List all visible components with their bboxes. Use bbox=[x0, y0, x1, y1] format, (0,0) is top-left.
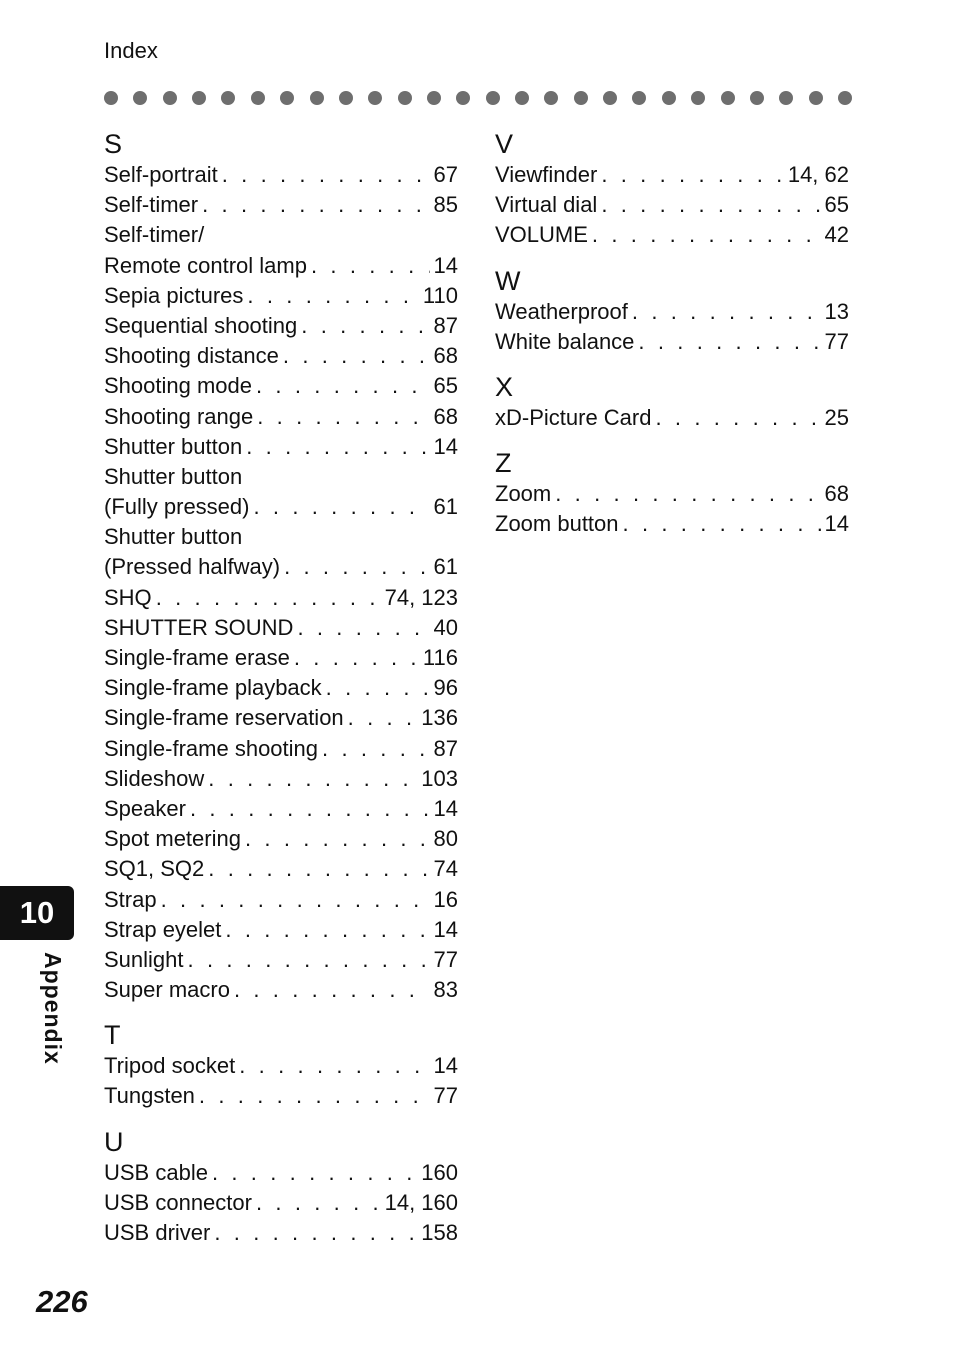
divider-dot bbox=[603, 91, 617, 105]
entry-term: Shooting distance bbox=[104, 343, 279, 369]
index-entry bbox=[104, 432, 458, 462]
entry-term: Shutter button bbox=[104, 463, 243, 489]
index-column-right bbox=[495, 126, 849, 552]
entry-term: USB connector bbox=[104, 1189, 252, 1215]
entry-term: Self-timer/ bbox=[104, 222, 205, 248]
dot-leader bbox=[632, 297, 821, 327]
entry-pages: 65 bbox=[433, 373, 458, 399]
index-section bbox=[104, 126, 458, 1005]
divider-dot bbox=[544, 91, 558, 105]
index-section bbox=[104, 1017, 458, 1111]
entry-term: Self-timer bbox=[104, 192, 199, 218]
entry-pages: 87 bbox=[433, 735, 458, 761]
entry-term: Shutter button bbox=[104, 524, 243, 550]
divider-dot bbox=[398, 91, 412, 105]
index-entry bbox=[104, 251, 458, 281]
entry-pages: 77 bbox=[433, 1083, 458, 1109]
chapter-tab bbox=[0, 886, 74, 940]
entry-pages: 68 bbox=[824, 481, 849, 507]
entry-pages: 74 bbox=[433, 856, 458, 882]
dot-leader bbox=[156, 583, 381, 613]
index-entry bbox=[104, 1051, 458, 1081]
entry-pages: 14 bbox=[433, 1053, 458, 1079]
index-entry bbox=[104, 552, 458, 582]
entry-term: (Pressed halfway) bbox=[104, 554, 281, 580]
index-entry bbox=[104, 854, 458, 884]
entry-pages: 40 bbox=[433, 614, 458, 640]
index-entry bbox=[104, 522, 458, 552]
dot-leader bbox=[601, 190, 820, 220]
entry-pages: 65 bbox=[824, 192, 849, 218]
dot-leader bbox=[301, 311, 429, 341]
index-entry bbox=[495, 160, 849, 190]
entry-pages: 25 bbox=[824, 404, 849, 430]
dot-leader bbox=[161, 885, 430, 915]
entry-pages: 14 bbox=[433, 433, 458, 459]
entry-term: xD-Picture Card bbox=[495, 404, 652, 430]
dot-leader bbox=[199, 1081, 430, 1111]
entry-term: Spot metering bbox=[104, 826, 241, 852]
entry-pages: 103 bbox=[421, 765, 458, 791]
dot-leader bbox=[208, 854, 429, 884]
index-entry bbox=[104, 613, 458, 643]
section-letter: S bbox=[104, 129, 123, 159]
dot-leader bbox=[257, 402, 429, 432]
entry-term: Single-frame erase bbox=[104, 645, 290, 670]
index-entry bbox=[104, 1081, 458, 1111]
entry-pages: 42 bbox=[824, 222, 849, 248]
index-column-left bbox=[104, 126, 458, 1260]
divider-dot bbox=[427, 91, 441, 105]
entry-term: Tripod socket bbox=[104, 1053, 236, 1079]
dot-leader bbox=[212, 1158, 417, 1188]
index-entry bbox=[104, 703, 458, 733]
entry-term: SQ1, SQ2 bbox=[104, 856, 205, 882]
index-entry bbox=[104, 794, 458, 824]
dot-leader bbox=[326, 673, 430, 703]
entry-pages: 14 bbox=[433, 795, 458, 821]
divider-dot bbox=[368, 91, 382, 105]
index-entry bbox=[104, 824, 458, 854]
dot-leader bbox=[188, 945, 430, 975]
index-entry bbox=[104, 462, 458, 492]
entry-pages: 158 bbox=[421, 1220, 458, 1245]
entry-pages: 83 bbox=[433, 977, 458, 1003]
index-entry bbox=[495, 479, 849, 509]
entry-pages: 116 bbox=[422, 645, 458, 670]
entry-pages: 67 bbox=[433, 162, 458, 187]
index-entry bbox=[495, 297, 849, 327]
index-entry bbox=[104, 402, 458, 432]
page-header-title: Index bbox=[104, 38, 158, 63]
entry-term: SHUTTER SOUND bbox=[104, 614, 294, 640]
dot-leader bbox=[222, 160, 430, 190]
dot-leader bbox=[623, 509, 821, 539]
entry-pages: 96 bbox=[433, 675, 458, 701]
entry-term: White balance bbox=[495, 328, 635, 354]
chapter-label: Appendix bbox=[40, 952, 66, 1065]
divider-dot bbox=[456, 91, 470, 105]
dot-leader bbox=[253, 492, 429, 522]
entry-term: Shooting mode bbox=[104, 373, 252, 399]
index-entry bbox=[104, 1188, 458, 1218]
dot-leader bbox=[348, 703, 418, 733]
entry-term: Strap eyelet bbox=[104, 916, 222, 942]
entry-pages: 136 bbox=[421, 705, 458, 731]
section-letter: U bbox=[104, 1126, 124, 1157]
index-entry bbox=[104, 492, 458, 522]
dot-leader bbox=[322, 734, 430, 764]
section-letter: X bbox=[495, 371, 514, 402]
divider-dot bbox=[486, 91, 500, 105]
dot-leader bbox=[239, 1051, 429, 1081]
dot-leader bbox=[246, 432, 429, 462]
divider-dot bbox=[809, 91, 823, 105]
index-entry bbox=[104, 583, 458, 613]
divider-dot bbox=[192, 91, 206, 105]
divider-dot bbox=[632, 91, 646, 105]
entry-term: Zoom button bbox=[495, 511, 619, 537]
index-section bbox=[495, 445, 849, 539]
entry-term: Slideshow bbox=[104, 765, 205, 791]
entry-pages: 85 bbox=[433, 192, 458, 218]
entry-pages: 61 bbox=[433, 554, 458, 580]
entry-term: Shutter button bbox=[104, 433, 243, 459]
divider-dot bbox=[721, 91, 735, 105]
entry-term: (Fully pressed) bbox=[104, 494, 250, 520]
index-entry bbox=[104, 281, 458, 311]
entry-pages: 14 bbox=[824, 511, 849, 537]
index-entry bbox=[104, 220, 458, 250]
dot-leader bbox=[638, 327, 820, 357]
dot-leader bbox=[655, 403, 820, 433]
entry-term: USB cable bbox=[104, 1159, 208, 1185]
dot-leader bbox=[256, 1188, 381, 1218]
entry-term: USB driver bbox=[104, 1220, 211, 1245]
index-section bbox=[495, 263, 849, 357]
entry-term: Shooting range bbox=[104, 403, 254, 429]
entry-term: Single-frame reservation bbox=[104, 705, 344, 731]
dot-leader bbox=[208, 764, 417, 794]
entry-pages: 14 bbox=[433, 916, 458, 942]
entry-pages: 77 bbox=[433, 946, 458, 972]
entry-pages: 68 bbox=[433, 403, 458, 429]
index-entry bbox=[104, 371, 458, 401]
dot-leader bbox=[256, 371, 430, 401]
divider-dot bbox=[280, 91, 294, 105]
index-section bbox=[104, 1124, 458, 1249]
divider-dot bbox=[221, 91, 235, 105]
divider-dot bbox=[691, 91, 705, 105]
entry-pages: 77 bbox=[824, 328, 849, 354]
dot-leader bbox=[297, 613, 429, 643]
divider-dot bbox=[339, 91, 353, 105]
divider-dot bbox=[515, 91, 529, 105]
divider-dot bbox=[104, 91, 118, 105]
dot-leader bbox=[245, 824, 430, 854]
index-entry bbox=[104, 341, 458, 371]
dot-leader bbox=[592, 220, 821, 250]
divider-dot bbox=[310, 91, 324, 105]
entry-pages: 61 bbox=[433, 494, 458, 520]
index-entry bbox=[104, 160, 458, 190]
section-letter: Z bbox=[495, 448, 512, 479]
entry-term: Tungsten bbox=[104, 1083, 195, 1109]
index-entry bbox=[104, 311, 458, 341]
dot-leader bbox=[247, 281, 419, 311]
dot-leader bbox=[555, 479, 820, 509]
entry-term: Self-portrait bbox=[104, 162, 218, 187]
index-entry bbox=[104, 1218, 458, 1248]
entry-pages: 16 bbox=[433, 886, 458, 912]
dot-leader bbox=[190, 794, 430, 824]
dot-leader bbox=[601, 160, 784, 190]
entry-pages: 14, 62 bbox=[787, 162, 849, 187]
dot-leader bbox=[202, 190, 429, 220]
index-entry bbox=[104, 673, 458, 703]
entry-pages: 68 bbox=[433, 343, 458, 369]
entry-pages: 87 bbox=[433, 312, 458, 338]
index-entry bbox=[104, 1158, 458, 1188]
section-letter: T bbox=[104, 1020, 121, 1051]
entry-term: Strap bbox=[104, 886, 157, 912]
index-entry bbox=[104, 764, 458, 794]
entry-term: Super macro bbox=[104, 977, 230, 1003]
index-section bbox=[495, 126, 849, 251]
entry-term: Sepia pictures bbox=[104, 282, 244, 308]
divider-dot bbox=[662, 91, 676, 105]
entry-term: Virtual dial bbox=[495, 192, 598, 218]
entry-term: Sunlight bbox=[104, 946, 184, 972]
index-entry bbox=[104, 643, 458, 673]
index-entry bbox=[104, 190, 458, 220]
entry-term: Weatherproof bbox=[495, 298, 628, 324]
chapter-number: 10 bbox=[19, 895, 55, 930]
index-entry bbox=[495, 509, 849, 539]
divider-dot bbox=[838, 91, 852, 105]
entry-term: Remote control lamp bbox=[104, 252, 307, 278]
index-entry bbox=[104, 734, 458, 764]
entry-pages: 14 bbox=[433, 252, 458, 278]
entry-term: VOLUME bbox=[495, 222, 588, 248]
index-entry bbox=[495, 190, 849, 220]
entry-pages: 14, 160 bbox=[384, 1189, 458, 1215]
index-entry bbox=[104, 885, 458, 915]
index-section bbox=[495, 369, 849, 433]
index-entry bbox=[104, 915, 458, 945]
divider-dot bbox=[163, 91, 177, 105]
index-entry bbox=[495, 220, 849, 250]
entry-term: Viewfinder bbox=[495, 162, 598, 187]
page-number: 226 bbox=[36, 1284, 88, 1319]
index-entry bbox=[104, 945, 458, 975]
divider-dot bbox=[133, 91, 147, 105]
dot-leader bbox=[214, 1218, 417, 1248]
entry-term: Single-frame shooting bbox=[104, 735, 319, 761]
divider-dot bbox=[574, 91, 588, 105]
entry-term: Speaker bbox=[104, 795, 186, 821]
dot-leader bbox=[234, 975, 430, 1005]
entry-pages: 110 bbox=[422, 282, 458, 308]
index-entry bbox=[495, 403, 849, 433]
entry-term: Zoom bbox=[495, 481, 552, 507]
entry-pages: 80 bbox=[433, 826, 458, 852]
entry-term: SHQ bbox=[104, 584, 152, 610]
dot-leader bbox=[311, 251, 430, 281]
entry-term: Sequential shooting bbox=[104, 312, 298, 338]
entry-term: Single-frame playback bbox=[104, 675, 322, 701]
entry-pages: 13 bbox=[824, 298, 849, 324]
index-entry bbox=[104, 975, 458, 1005]
index-entry bbox=[495, 327, 849, 357]
dot-leader bbox=[294, 643, 419, 673]
dot-leader bbox=[283, 341, 430, 371]
entry-pages: 74, 123 bbox=[384, 584, 458, 610]
section-letter: W bbox=[495, 265, 521, 296]
entry-pages: 160 bbox=[421, 1159, 458, 1185]
section-letter: V bbox=[495, 129, 514, 159]
dotted-divider bbox=[104, 90, 852, 106]
divider-dot bbox=[750, 91, 764, 105]
dot-leader bbox=[225, 915, 429, 945]
dot-leader bbox=[284, 552, 429, 582]
divider-dot bbox=[251, 91, 265, 105]
divider-dot bbox=[779, 91, 793, 105]
